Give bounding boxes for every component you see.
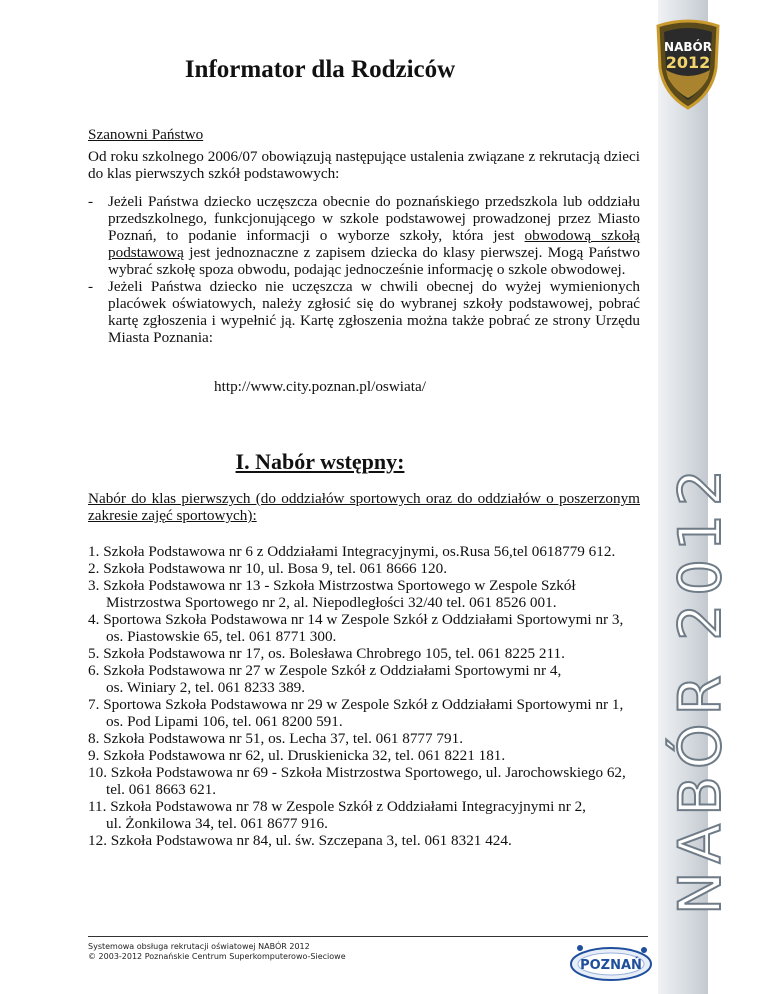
- bullet-item: [88, 278, 640, 346]
- footer-line-copyright: © 2003-2012 Poznańskie Centrum Superkomputerowo-Sieciowe: [88, 952, 346, 961]
- school-line: 9. Szkoła Podstawowa nr 62, ul. Druskienicka 32, tel. 061 8221 181.: [88, 747, 506, 764]
- footer-divider: [88, 936, 648, 937]
- bullet-dash: -: [88, 278, 94, 295]
- school-line: 2. Szkoła Podstawowa nr 10, ul. Bosa 9, tel. 061 8666 120.: [88, 560, 447, 577]
- bullet-text: Jeżeli Państwa dziecko uczęszcza obecnie do poznańskiego przedszkola lub oddziału przedszkolnego, funkcjonującego w szkole podstawowej prowadzonej przez Miasto Poznań, to podanie informacji o wyborze szkoły, która jest: [108, 193, 640, 244]
- school-line: 8. Szkoła Podstawowa nr 51, os. Lecha 37, tel. 061 8777 791.: [88, 730, 463, 747]
- badge-label-top: NABÓR: [664, 40, 712, 54]
- badge-label-year: 2012: [665, 53, 711, 72]
- school-line-continued: os. Winiary 2, tel. 061 8233 389.: [106, 679, 306, 696]
- school-line: 1. Szkoła Podstawowa nr 6 z Oddziałami Integracyjnymi, os.Rusa 56,tel 0618779 612.: [88, 543, 616, 560]
- list-item: [88, 764, 648, 798]
- section-subheading: Nabór do klas pierwszych (do oddziałów sportowych oraz do oddziałów o poszerzonym zakresie zajęć sportowych):: [88, 490, 640, 524]
- school-line-continued: Mistrzostwa Sportowego nr 2, al. Niepodległości 32/40 tel. 061 8526 001.: [106, 594, 557, 611]
- oswiata-link[interactable]: http://www.city.poznan.pl/oswiata/: [214, 378, 426, 395]
- list-item: [88, 543, 648, 560]
- sidebar-vertical-title: NABÓR 2012: [666, 461, 734, 915]
- school-line: 5. Szkoła Podstawowa nr 17, os. Bolesława Chrobrego 105, tel. 061 8225 211.: [88, 645, 565, 662]
- school-line-continued: tel. 061 8663 621.: [106, 781, 217, 798]
- school-line-continued: ul. Żonkilowa 34, tel. 061 8677 916.: [106, 815, 328, 832]
- list-item: [88, 662, 648, 696]
- nabor-2012-badge-logo: [652, 18, 724, 110]
- intro-paragraph: Od roku szkolnego 2006/07 obowiązują następujące ustalenia związane z rekrutacją dzieci do klas pierwszych szkół podstawowych:: [88, 148, 640, 182]
- poznan-city-logo: [566, 940, 656, 984]
- list-item: [88, 577, 648, 611]
- school-line: 4. Sportowa Szkoła Podstawowa nr 14 w Zespole Szkół z Oddziałami Sportowymi nr 3,: [88, 611, 624, 628]
- school-list: [88, 543, 648, 849]
- school-line-continued: os. Pod Lipami 106, tel. 061 8200 591.: [106, 713, 343, 730]
- school-line: 11. Szkoła Podstawowa nr 78 w Zespole Szkół z Oddziałami Integracyjnymi nr 2,: [88, 798, 586, 815]
- bullet-text: Jeżeli Państwa dziecko nie uczęszcza w chwili obecnej do wyżej wymienionych placówek oświatowych, należy zgłosić się do wybranej szkoły podstawowej, pobrać kartę zgłoszenia i wypełnić ją. Kartę zgłoszenia można także pobrać ze strony Urzędu Miasta Poznania:: [108, 278, 640, 346]
- school-line: 6. Szkoła Podstawowa nr 27 w Zespole Szkół z Oddziałami Sportowymi nr 4,: [88, 662, 562, 679]
- bullet-item: [88, 193, 640, 278]
- greeting: Szanowni Państwo: [88, 126, 204, 143]
- page-title: Informator dla Rodziców: [184, 56, 456, 83]
- list-item: [88, 611, 648, 645]
- footer-line-system: Systemowa obsługa rekrutacji oświatowej NABÓR 2012: [88, 942, 310, 951]
- school-line: 10. Szkoła Podstawowa nr 69 - Szkoła Mistrzostwa Sportowego, ul. Jarochowskiego 62,: [88, 764, 626, 781]
- bullet-dash: -: [88, 193, 94, 210]
- school-line: 3. Szkoła Podstawowa nr 13 - Szkoła Mistrzostwa Sportowego w Zespole Szkół: [88, 577, 576, 594]
- list-item: [88, 696, 648, 730]
- school-line: 7. Sportowa Szkoła Podstawowa nr 29 w Zespole Szkół z Oddziałami Sportowymi nr 1,: [88, 696, 624, 713]
- school-line-continued: os. Piastowskie 65, tel. 061 8771 300.: [106, 628, 337, 645]
- bullet-text-continued: jest jednoznaczne z zapisem dziecka do klasy pierwszej. Mogą Państwo wybrać szkołę spoza obwodu, podając jednocześnie informację o szkole obwodowej.: [108, 244, 640, 278]
- footer: [88, 942, 346, 962]
- school-line: 12. Szkoła Podstawowa nr 84, ul. św. Szczepana 3, tel. 061 8321 424.: [88, 832, 512, 849]
- bullet-underlined-text: obwodową szkołą podstawową: [108, 227, 641, 261]
- list-item: [88, 747, 648, 764]
- section-heading: I. Nabór wstępny:: [235, 449, 405, 474]
- list-item: [88, 832, 648, 849]
- list-item: [88, 798, 648, 832]
- list-item: [88, 645, 648, 662]
- info-bullet-list: [88, 193, 640, 346]
- list-item: [88, 730, 648, 747]
- list-item: [88, 560, 648, 577]
- logo-label: POZNAŃ: [580, 958, 642, 973]
